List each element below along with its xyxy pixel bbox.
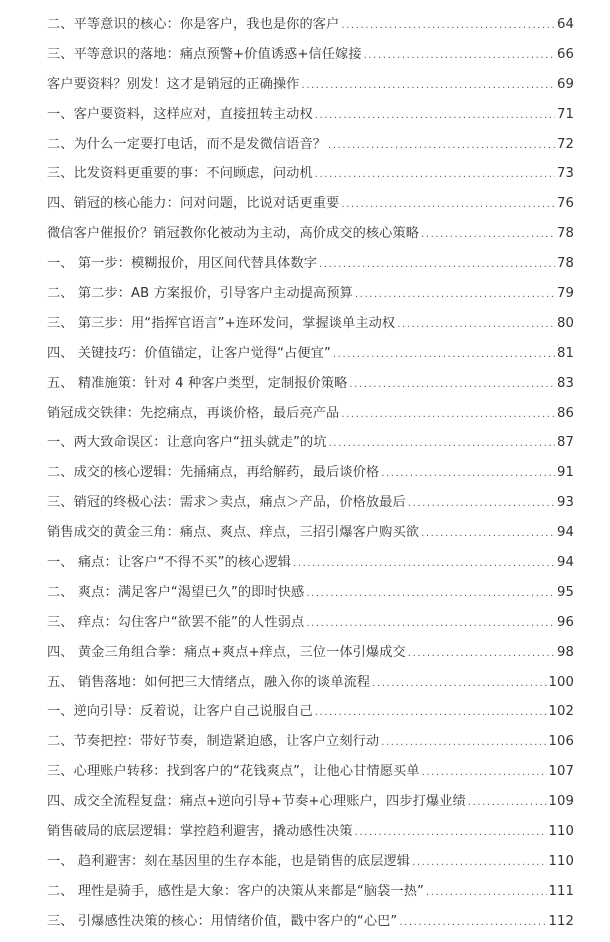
toc-entry-title: 一、 痛点：让客户“不得不买”的核心逻辑 bbox=[47, 555, 292, 571]
dot-leader bbox=[315, 160, 555, 190]
toc-entry-title: 二、 理性是骑手，感性是大象：客户的决策从来都是“脑袋一热” bbox=[47, 883, 424, 899]
toc-entry-page-number: 112 bbox=[548, 913, 574, 929]
toc-entry[interactable] bbox=[47, 279, 574, 309]
toc-entry-page-number: 106 bbox=[548, 734, 574, 750]
toc-entry-title: 微信客户催报价？销冠教你化被动为主动，高价成交的核心策略 bbox=[47, 226, 420, 242]
toc-entry-page-number: 100 bbox=[548, 674, 574, 690]
dot-leader bbox=[349, 370, 555, 400]
dot-leader bbox=[397, 310, 555, 340]
toc-entry[interactable] bbox=[47, 638, 574, 668]
toc-entry-page-number: 73 bbox=[557, 166, 574, 182]
toc-entry-title: 一、逆向引导：反着说，让客户自己说服自己 bbox=[47, 704, 313, 720]
toc-entry-title: 四、 黄金三角组合拳：痛点+爽点+痒点，三位一体引爆成交 bbox=[47, 644, 406, 660]
toc-entry[interactable] bbox=[47, 369, 574, 399]
dot-leader bbox=[315, 101, 555, 131]
toc-entry-title: 五、 精准施策：针对 4 种客户类型，定制报价策略 bbox=[47, 375, 348, 391]
toc-entry[interactable] bbox=[47, 757, 574, 787]
toc-entry[interactable] bbox=[47, 697, 574, 727]
toc-entry-title: 三、 痒点：勾住客户“欲罢不能”的人性弱点 bbox=[47, 614, 305, 630]
toc-entry-title: 三、 引爆感性决策的核心：用情绪价值，戳中客户的“心巴” bbox=[47, 913, 398, 929]
toc-entry[interactable] bbox=[47, 817, 574, 847]
dot-leader bbox=[408, 489, 555, 519]
toc-entry[interactable] bbox=[47, 488, 574, 518]
toc-entry[interactable] bbox=[47, 339, 574, 369]
toc-entry-title: 四、 关键技巧：价值锚定，让客户觉得“占便宜” bbox=[47, 345, 331, 361]
dot-leader bbox=[306, 609, 555, 639]
toc-entry[interactable] bbox=[47, 668, 574, 698]
toc-entry-page-number: 110 bbox=[548, 824, 574, 840]
dot-leader bbox=[422, 758, 547, 788]
toc-entry-page-number: 83 bbox=[557, 375, 574, 391]
toc-entry[interactable] bbox=[47, 249, 574, 279]
toc-entry[interactable] bbox=[47, 877, 574, 907]
dot-leader bbox=[355, 818, 547, 848]
toc-entry[interactable] bbox=[47, 309, 574, 339]
toc-entry-page-number: 109 bbox=[548, 794, 574, 810]
dot-leader bbox=[408, 639, 555, 669]
toc-entry-page-number: 86 bbox=[557, 405, 574, 421]
toc-entry-page-number: 91 bbox=[557, 465, 574, 481]
toc-entry-title: 销冠成交铁律：先挖痛点，再谈价格，最后亮产品 bbox=[47, 405, 340, 421]
toc-entry-title: 一、客户要资料，这样应对，直接扭转主动权 bbox=[47, 106, 313, 122]
toc-entry-page-number: 96 bbox=[557, 614, 574, 630]
toc-entry-page-number: 110 bbox=[548, 853, 574, 869]
dot-leader bbox=[301, 71, 555, 101]
toc-entry-title: 三、平等意识的落地：痛点预警+价值诱惑+信任嫁接 bbox=[47, 46, 362, 62]
dot-leader bbox=[293, 549, 555, 579]
toc-entry[interactable] bbox=[47, 100, 574, 130]
toc-entry[interactable] bbox=[47, 40, 574, 70]
toc-entry-page-number: 94 bbox=[557, 525, 574, 541]
toc-entry[interactable] bbox=[47, 907, 574, 937]
dot-leader bbox=[412, 848, 546, 878]
toc-entry-page-number: 72 bbox=[557, 136, 574, 152]
toc-entry-title: 五、 销售落地：如何把三大情绪点，融入你的谈单流程 bbox=[47, 674, 371, 690]
toc-entry-page-number: 94 bbox=[557, 555, 574, 571]
toc-entry-title: 三、销冠的终极心法：需求＞卖点，痛点＞产品，价格放最后 bbox=[47, 495, 406, 511]
toc-entry-page-number: 107 bbox=[548, 764, 574, 780]
toc-entry-page-number: 87 bbox=[557, 435, 574, 451]
toc-entry-title: 四、销冠的核心能力：问对问题，比说对话更重要 bbox=[47, 196, 340, 212]
toc-entry[interactable] bbox=[47, 787, 574, 817]
toc-entry-page-number: 102 bbox=[548, 704, 574, 720]
dot-leader bbox=[468, 788, 547, 818]
dot-leader bbox=[399, 908, 546, 938]
toc-entry[interactable] bbox=[47, 578, 574, 608]
dot-leader bbox=[364, 41, 555, 71]
toc-entry-page-number: 95 bbox=[557, 584, 574, 600]
toc-entry[interactable] bbox=[47, 548, 574, 578]
toc-entry[interactable] bbox=[47, 159, 574, 189]
toc-entry[interactable] bbox=[47, 847, 574, 877]
dot-leader bbox=[426, 878, 547, 908]
toc-entry-title: 二、平等意识的核心：你是客户，我也是你的客户 bbox=[47, 17, 340, 32]
toc-entry-page-number: 66 bbox=[557, 46, 574, 62]
toc-entry-title: 三、心理账户转移：找到客户的“花钱爽点”，让他心甘情愿买单 bbox=[47, 764, 420, 780]
toc-entry[interactable] bbox=[47, 458, 574, 488]
toc-entry-page-number: 71 bbox=[557, 106, 574, 122]
dot-leader bbox=[372, 669, 546, 699]
dot-leader bbox=[421, 519, 555, 549]
toc-entry[interactable] bbox=[47, 70, 574, 100]
toc-entry-page-number: 80 bbox=[557, 315, 574, 331]
toc-entry-page-number: 111 bbox=[548, 883, 574, 899]
toc-entry[interactable] bbox=[47, 219, 574, 249]
dot-leader bbox=[315, 698, 547, 728]
toc-entry-title: 二、 爽点：满足客户“渴望已久”的即时快感 bbox=[47, 584, 305, 600]
toc-entry-title: 一、 第一步：模糊报价，用区间代替具体数字 bbox=[47, 256, 318, 272]
toc-entry[interactable] bbox=[47, 428, 574, 458]
toc-entry-title: 二、成交的核心逻辑：先捅痛点，再给解药，最后谈价格 bbox=[47, 465, 380, 481]
toc-entry-page-number: 76 bbox=[557, 196, 574, 212]
toc-entry[interactable] bbox=[47, 130, 574, 160]
toc-entry[interactable] bbox=[47, 399, 574, 429]
toc-entry[interactable] bbox=[47, 518, 574, 548]
toc-entry-title: 二、节奏把控：带好节奏，制造紧迫感，让客户立刻行动 bbox=[47, 734, 380, 750]
toc-entry-page-number: 81 bbox=[557, 345, 574, 361]
toc-entry[interactable] bbox=[47, 608, 574, 638]
dot-leader bbox=[319, 250, 555, 280]
toc-entry-page-number: 98 bbox=[557, 644, 574, 660]
dot-leader bbox=[381, 728, 546, 758]
toc-entry-page-number: 78 bbox=[557, 256, 574, 272]
toc-entry-title: 三、比发资料更重要的事：不问顾虑，问动机 bbox=[47, 166, 313, 182]
toc-entry-title: 销售破局的底层逻辑：掌控趋利避害，撬动感性决策 bbox=[47, 824, 353, 840]
table-of-contents bbox=[47, 10, 574, 937]
dot-leader bbox=[333, 340, 555, 370]
toc-entry-title: 一、两大致命误区：让意向客户“扭头就走”的坑 bbox=[47, 435, 327, 451]
toc-entry-page-number: 69 bbox=[557, 76, 574, 92]
toc-entry-title: 一、 趋利避害：刻在基因里的生存本能，也是销售的底层逻辑 bbox=[47, 853, 411, 869]
toc-entry[interactable] bbox=[47, 10, 574, 40]
dot-leader bbox=[421, 220, 555, 250]
dot-leader bbox=[341, 400, 555, 430]
toc-entry-page-number: 79 bbox=[557, 286, 574, 302]
toc-entry-title: 三、 第三步：用“指挥官语言”+连环发问，掌握谈单主动权 bbox=[47, 315, 396, 331]
dot-leader bbox=[355, 280, 555, 310]
dot-leader bbox=[381, 459, 555, 489]
toc-entry-page-number: 93 bbox=[557, 495, 574, 511]
dot-leader bbox=[328, 131, 555, 161]
toc-entry-title: 二、 第二步：AB 方案报价，引导客户主动提高预算 bbox=[47, 286, 353, 302]
toc-entry-title: 四、成交全流程复盘：痛点+逆向引导+节奏+心理账户，四步打爆业绩 bbox=[47, 794, 466, 810]
toc-entry[interactable] bbox=[47, 727, 574, 757]
toc-entry-title: 销售成交的黄金三角：痛点、爽点、痒点，三招引爆客户购买欲 bbox=[47, 525, 420, 541]
toc-entry-page-number: 64 bbox=[557, 17, 574, 32]
toc-entry-page-number: 78 bbox=[557, 226, 574, 242]
dot-leader bbox=[306, 579, 555, 609]
dot-leader bbox=[329, 429, 555, 459]
toc-entry-title: 二、为什么一定要打电话，而不是发微信语音？ bbox=[47, 136, 327, 152]
dot-leader bbox=[341, 190, 555, 220]
toc-entry[interactable] bbox=[47, 189, 574, 219]
toc-entry-title: 客户要资料？别发！这才是销冠的正确操作 bbox=[47, 76, 300, 92]
dot-leader bbox=[341, 11, 555, 41]
